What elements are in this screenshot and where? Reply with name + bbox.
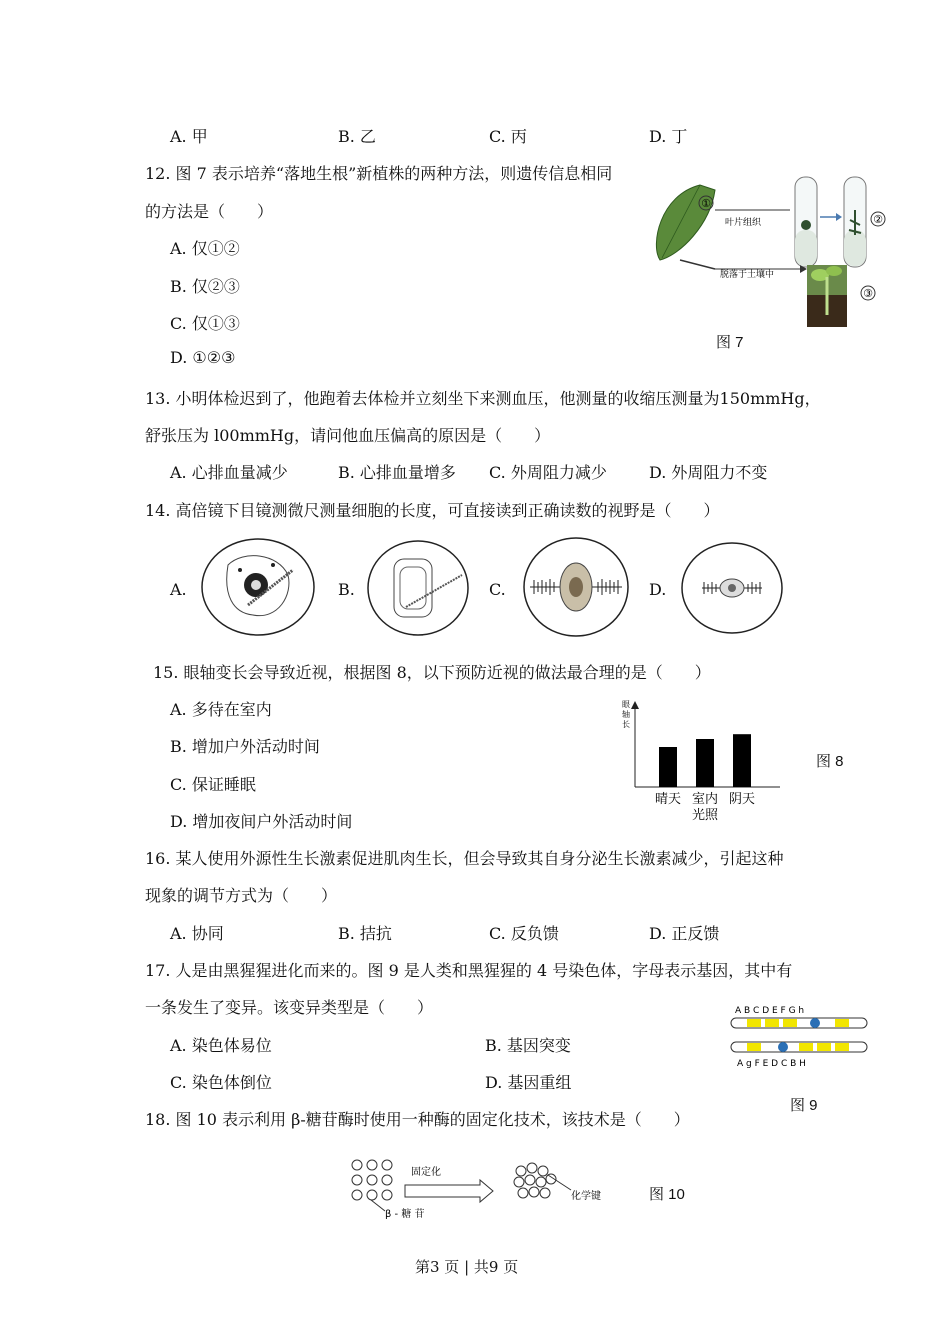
q16-stem-line1: 16. 某人使用外源性生长激素促进肌肉生长，但会导致其自身分泌生长激素减少，引起这种 xyxy=(145,849,784,868)
chart-bar-1 xyxy=(659,747,677,787)
q16-option-c: C. 反负馈 xyxy=(489,924,559,943)
chart-category-label: 晴天 xyxy=(654,792,682,807)
q11-option-d: D. 丁 xyxy=(649,127,688,146)
mark-3: ③ xyxy=(863,287,873,300)
figure-7-caption: 图 7 xyxy=(716,334,744,351)
q15-option-a: A. 多待在室内 xyxy=(170,700,272,719)
microscope-view-b xyxy=(364,537,472,639)
figure-10-caption: 图 10 xyxy=(649,1186,685,1203)
q18-stem: 18. 图 10 表示利用 β-糖苷酶时使用一种酶的固定化技术，该技术是（ ） xyxy=(145,1110,690,1129)
microscope-view-c xyxy=(520,535,632,639)
q12-option-a: A. 仅①② xyxy=(170,239,240,258)
chart-bar-2 xyxy=(696,739,714,787)
free-enzyme-circles xyxy=(352,1160,392,1200)
q17-option-a: A. 染色体易位 xyxy=(170,1036,272,1055)
q17-stem-line1: 17. 人是由黑猩猩进化而来的。图 9 是人类和黑猩猩的 4 号染色体，字母表示基因，其中有 xyxy=(145,961,793,980)
figure-8-bar-chart xyxy=(610,695,790,830)
chart-bar-3 xyxy=(733,734,751,787)
mark-1: ① xyxy=(701,197,711,210)
q13-stem-line2: 舒张压为 l00mmHg，请问他血压偏高的原因是（ ） xyxy=(145,426,551,445)
leaf-tissue-label: 叶片组织 xyxy=(725,218,762,228)
immobilization-arrow-label: 固定化 xyxy=(411,1167,441,1178)
q15-option-b: B. 增加户外活动时间 xyxy=(170,737,320,756)
q15-stem: 15. 眼轴变长会导致近视，根据图 8，以下预防近视的做法最合理的是（ ） xyxy=(153,663,711,682)
mark-2: ② xyxy=(873,213,883,226)
q14-option-a: A. xyxy=(170,580,187,599)
figure-7-diagram xyxy=(640,165,900,335)
q13-stem-line1: 13. 小明体检迟到了，他跑着去体检并立刻坐下来测血压，他测量的收缩压测量为150mmHg， xyxy=(145,389,821,408)
q17-stem-line2: 一条发生了变异。该变异类型是（ ） xyxy=(145,998,434,1017)
chart-category-label: 室内 xyxy=(691,792,719,807)
right-arrow-icon xyxy=(405,1180,493,1202)
q11-option-b: B. 乙 xyxy=(338,127,376,146)
chemical-bond-label: 化学键 xyxy=(571,1191,601,1202)
microscope-view-a xyxy=(198,535,318,639)
q14-option-b: B. xyxy=(338,580,355,599)
q13-option-d: D. 外周阻力不变 xyxy=(649,463,768,482)
q12-option-b: B. 仅②③ xyxy=(170,277,240,296)
q17-option-b: B. 基因突变 xyxy=(485,1036,571,1055)
figure-9-chromosomes xyxy=(725,1000,875,1072)
q13-option-c: C. 外周阻力减少 xyxy=(489,463,607,482)
q15-option-d: D. 增加夜间户外活动时间 xyxy=(170,812,353,831)
beta-glycoside-label: β - 糖 苷 xyxy=(385,1209,425,1220)
figure-8-caption: 图 8 xyxy=(816,753,844,770)
q12-option-d: D. ①②③ xyxy=(170,348,236,367)
microscope-view-d xyxy=(678,540,786,636)
q13-option-b: B. 心排血量增多 xyxy=(338,463,456,482)
chart-category-label: 光照 xyxy=(691,808,719,823)
q14-option-d: D. xyxy=(649,580,667,599)
q11-option-a: A. 甲 xyxy=(170,127,208,146)
q14-stem: 14. 高倍镜下目镜测微尺测量细胞的长度，可直接读到正确读数的视野是（ ） xyxy=(145,501,720,520)
q15-option-c: C. 保证睡眠 xyxy=(170,775,256,794)
top-chromosome-genes: A B C D E F G h xyxy=(735,1006,805,1016)
q17-option-d: D. 基因重组 xyxy=(485,1073,572,1092)
bottom-chromosome-genes: A g F E D C B H xyxy=(737,1059,806,1069)
q16-option-a: A. 协同 xyxy=(170,924,224,943)
fall-to-soil-label: 脱落于土壤中 xyxy=(720,270,775,280)
q12-stem-line1: 12. 图 7 表示培养“落地生根”新植株的两种方法，则遗传信息相同 xyxy=(145,164,613,183)
q11-option-c: C. 丙 xyxy=(489,127,527,146)
figure-9-caption: 图 9 xyxy=(790,1097,818,1114)
q16-stem-line2: 现象的调节方式为（ ） xyxy=(145,886,338,905)
q13-option-a: A. 心排血量减少 xyxy=(170,463,288,482)
q12-stem-line2: 的方法是（ ） xyxy=(145,202,274,221)
figure-10-immobilization xyxy=(345,1155,625,1225)
immobilized-enzyme-cluster xyxy=(514,1163,556,1198)
chart-y-axis-label: 眼轴长 xyxy=(622,700,630,729)
q17-option-c: C. 染色体倒位 xyxy=(170,1073,272,1092)
q14-option-c: C. xyxy=(489,580,506,599)
chart-category-label: 阴天 xyxy=(728,792,756,807)
q16-option-b: B. 拮抗 xyxy=(338,924,392,943)
q12-option-c: C. 仅①③ xyxy=(170,314,240,333)
q16-option-d: D. 正反馈 xyxy=(649,924,720,943)
page-footer: 第3 页 | 共9 页 xyxy=(415,1258,519,1276)
